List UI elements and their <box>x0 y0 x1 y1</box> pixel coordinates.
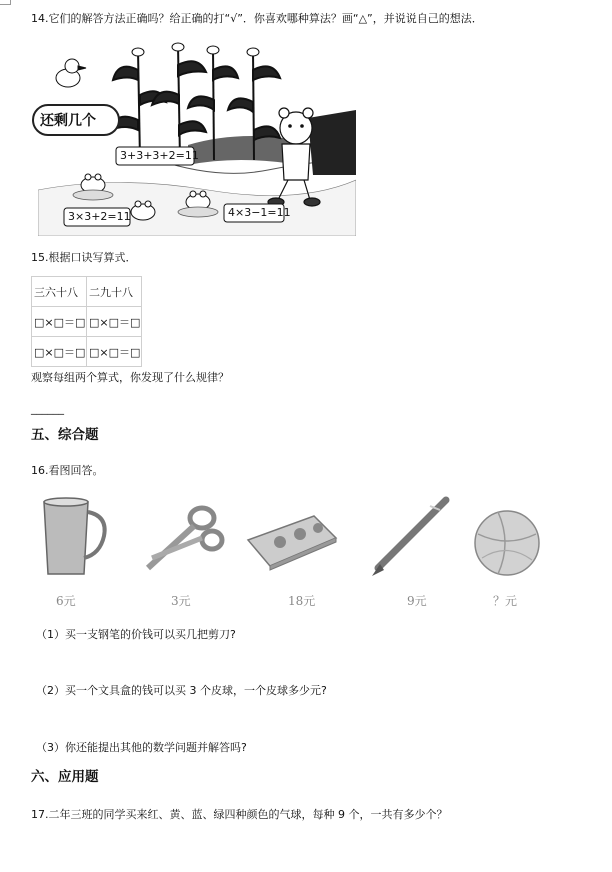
price-ball: ？元 <box>493 594 518 608</box>
question-14-text: 14.它们的解答方法正确吗？给正确的打“√”．你喜欢哪种算法？画“△”，并说说自己的想法． <box>31 12 483 25</box>
question-16-sub3: （3）你还能提出其他的数学问题并解答吗? <box>36 741 247 754</box>
table-row <box>32 307 142 337</box>
question-17-text: 17.二年三班的同学买来红、黄、蓝、绿四种颜色的气球，每种 9 个，一共有多少个？ <box>31 808 448 821</box>
equation-label-2: 3×3+2=11 <box>68 210 131 223</box>
ball-icon <box>472 508 542 578</box>
price-pen: 9元 <box>407 594 427 608</box>
table-row <box>32 337 142 367</box>
table-cell: □×□＝□ <box>87 337 142 367</box>
question-16-illustration <box>38 494 542 614</box>
scissors-icon <box>142 502 226 578</box>
question-14-illustration <box>38 40 356 236</box>
question-16-sub2: （2）买一个文具盒的钱可以买 3 个皮球，一个皮球多少元? <box>36 684 327 697</box>
section-6-title: 六、应用题 <box>31 769 99 785</box>
pencil-case-icon <box>244 512 340 572</box>
table-cell: □×□＝□ <box>32 337 87 367</box>
formula-table <box>31 276 142 367</box>
price-pencil-case: 18元 <box>288 594 316 608</box>
table-cell: □×□＝□ <box>32 307 87 337</box>
question-16-sub1: （1）买一支钢笔的价钱可以买几把剪刀? <box>36 628 236 641</box>
pen-icon <box>370 496 454 578</box>
question-15-prompt: 观察每组两个算式，你发现了什么规律？ <box>31 371 229 384</box>
page-corner-mark <box>0 0 11 5</box>
cup-icon <box>38 496 112 580</box>
answer-blank: ______ <box>31 402 64 415</box>
farm-scene-image <box>38 40 356 236</box>
question-16-text: 16.看图回答。 <box>31 464 104 477</box>
table-row <box>32 277 142 307</box>
equation-label-3: 4×3−1=11 <box>228 206 291 219</box>
speech-bubble <box>32 104 120 136</box>
table-cell: 三六十八 <box>32 277 87 307</box>
question-15-text: 15.根据口诀写算式． <box>31 251 137 264</box>
price-cup: 6元 <box>56 594 76 608</box>
price-scissors: 3元 <box>171 594 191 608</box>
table-cell: □×□＝□ <box>87 307 142 337</box>
speech-bubble-text: 还剩几个 <box>40 113 96 129</box>
section-5-title: 五、综合题 <box>31 427 99 443</box>
table-cell: 二九十八 <box>87 277 142 307</box>
equation-label-1: 3+3+3+2=11 <box>120 149 199 162</box>
